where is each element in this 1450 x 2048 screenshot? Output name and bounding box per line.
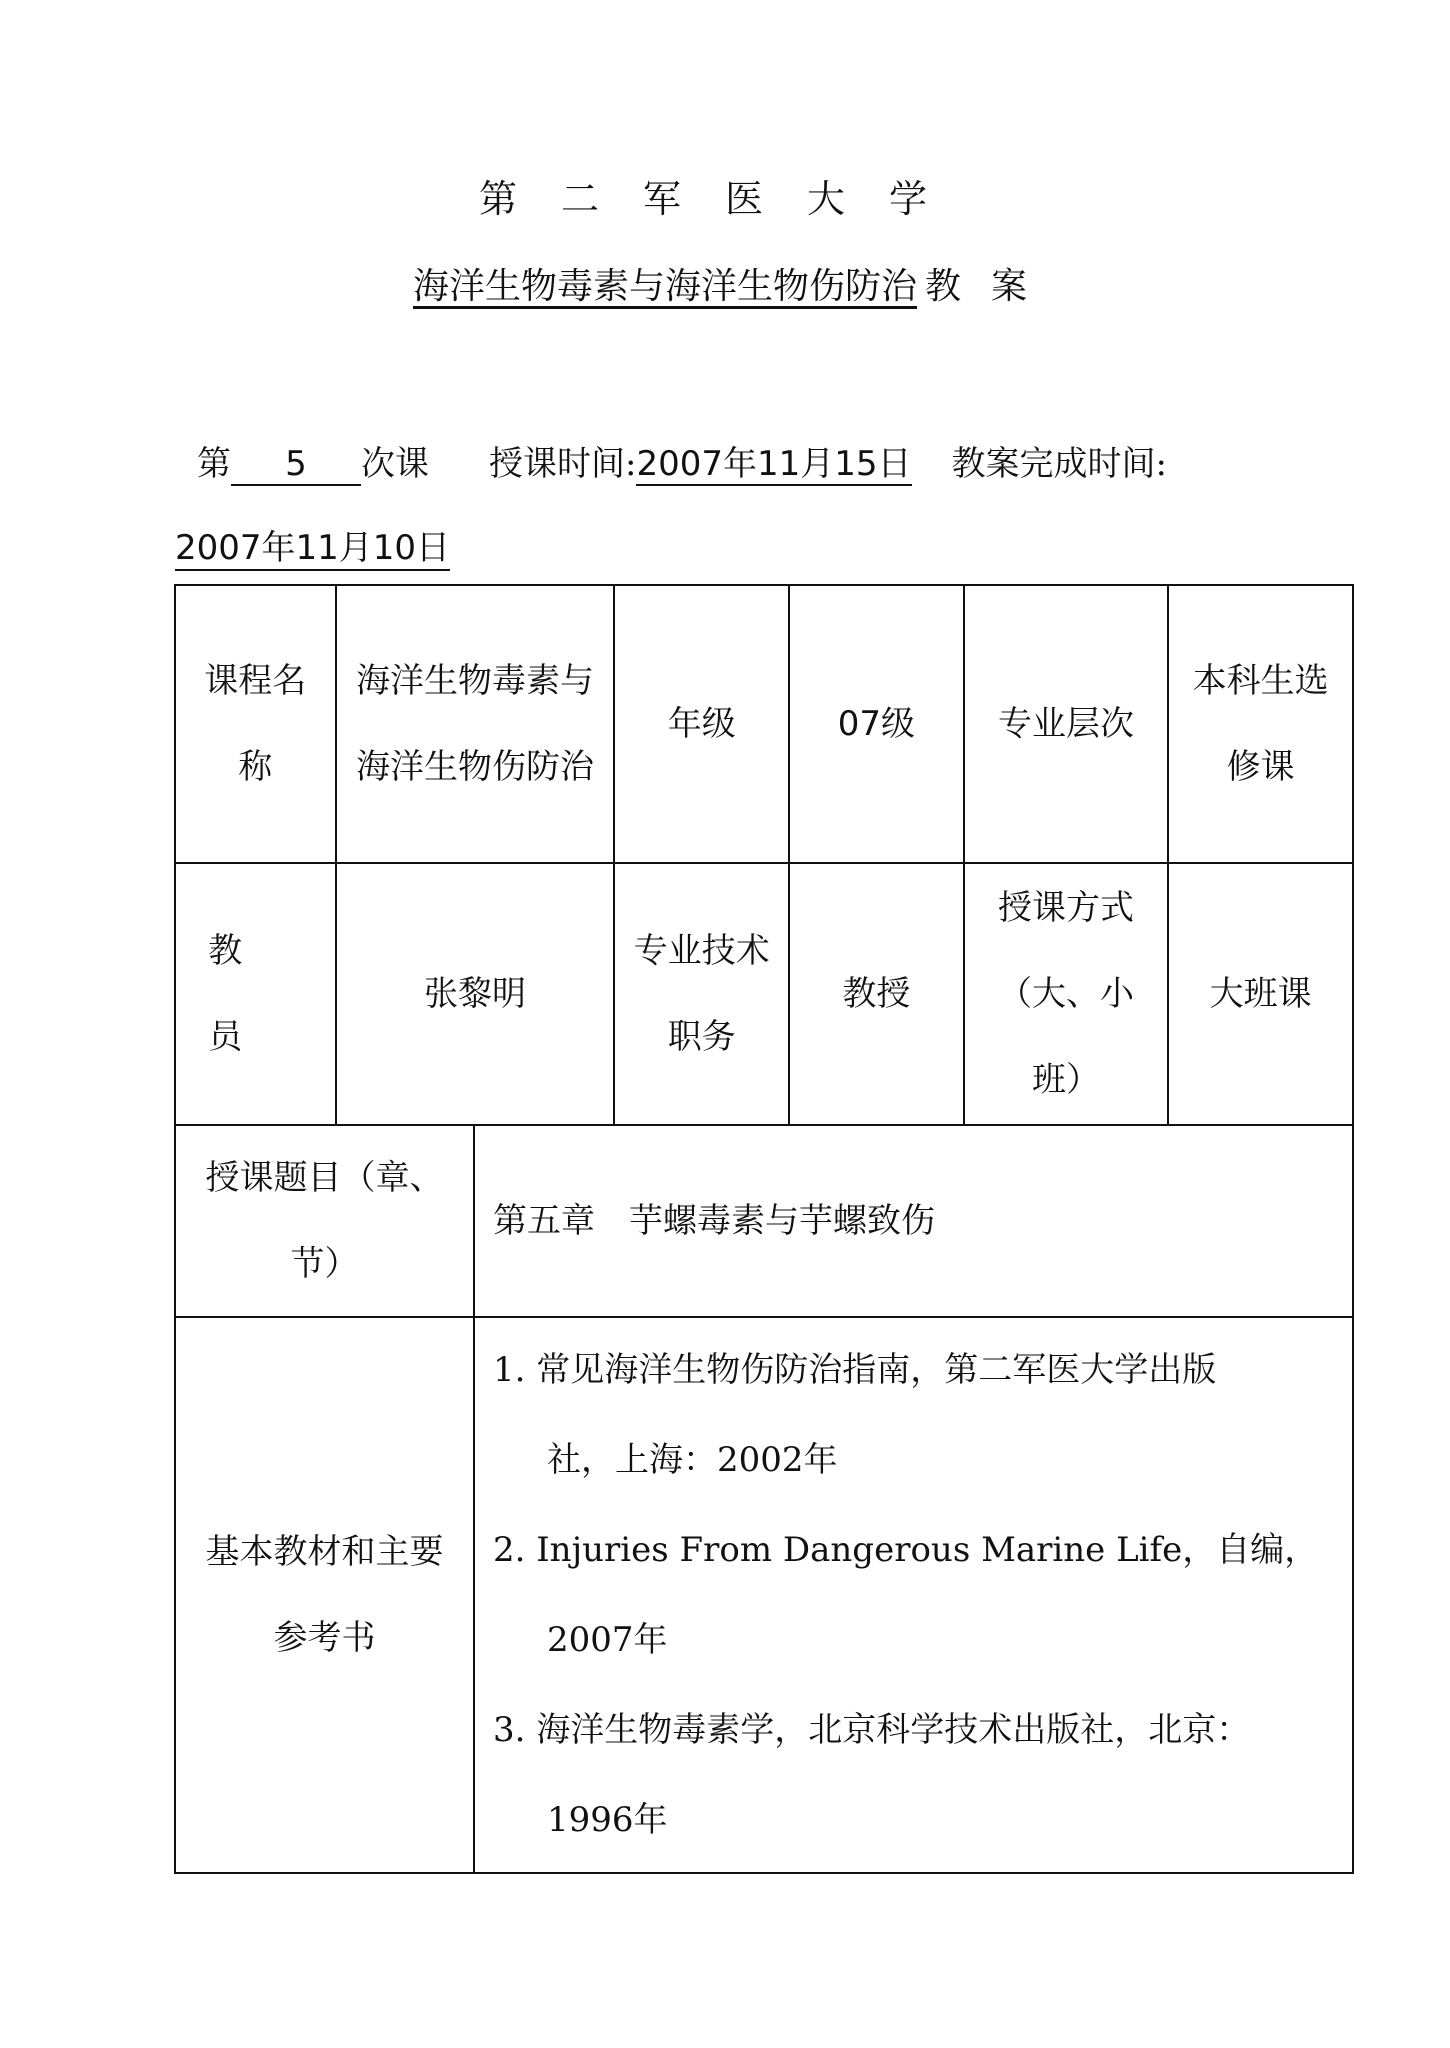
lesson-info-line — [197, 436, 1167, 486]
complete-time-label: 教案完成时间: — [951, 444, 1167, 484]
references-cell — [474, 1317, 1353, 1873]
grade-value: 07级 — [789, 585, 964, 863]
teacher-value: 张黎明 — [336, 863, 615, 1125]
topic-value: 第五章 芋螺毒素与芋螺致伤 — [474, 1125, 1353, 1317]
course-title-underlined: 海洋生物毒素与海洋生物伤防治 — [412, 266, 917, 307]
document-subtitle — [0, 258, 1450, 309]
reference-1-line2: 社，上海：2002年 — [547, 1440, 838, 1480]
teach-date: 2007年11月15日 — [636, 444, 912, 484]
reference-2-line1: 2. Injuries From Dangerous Marine Life，自编， — [493, 1530, 1319, 1570]
teach-time-label: 授课时间: — [489, 444, 637, 484]
complete-date: 2007年11月10日 — [175, 520, 450, 571]
lesson-plan-table — [174, 584, 1354, 1874]
level-value: 本科生选修课 — [1168, 585, 1353, 863]
grade-label: 年级 — [614, 585, 789, 863]
teacher-label: 教员 — [175, 863, 336, 1125]
university-title: 第二军医大学 — [478, 177, 971, 221]
reference-3-line2: 1996年 — [547, 1800, 668, 1840]
table-row — [175, 1317, 1353, 1873]
books-label: 基本教材和主要参考书 — [175, 1317, 474, 1873]
lesson-prefix: 第 — [197, 444, 231, 484]
topic-label: 授课题目（章、节） — [175, 1125, 474, 1317]
table-row — [175, 585, 1353, 863]
table-row — [175, 863, 1353, 1125]
reference-1-line1: 1. 常见海洋生物伤防治指南，第二军医大学出版 — [493, 1350, 1217, 1390]
title-label: 专业技术职务 — [614, 863, 789, 1125]
reference-2-line2: 2007年 — [547, 1620, 668, 1660]
level-label: 专业层次 — [964, 585, 1169, 863]
doc-type-label: 教案 — [925, 266, 1058, 307]
mode-value: 大班课 — [1168, 863, 1353, 1125]
course-name-value: 海洋生物毒素与海洋生物伤防治 — [336, 585, 615, 863]
title-value: 教授 — [789, 863, 964, 1125]
lesson-suffix: 次课 — [361, 444, 429, 484]
lesson-number: 5 — [231, 444, 361, 486]
mode-label: 授课方式（大、小班） — [964, 863, 1169, 1125]
reference-3-line1: 3. 海洋生物毒素学，北京科学技术出版社，北京： — [493, 1710, 1251, 1750]
table-row — [175, 1125, 1353, 1317]
course-name-label: 课程名称 — [175, 585, 336, 863]
